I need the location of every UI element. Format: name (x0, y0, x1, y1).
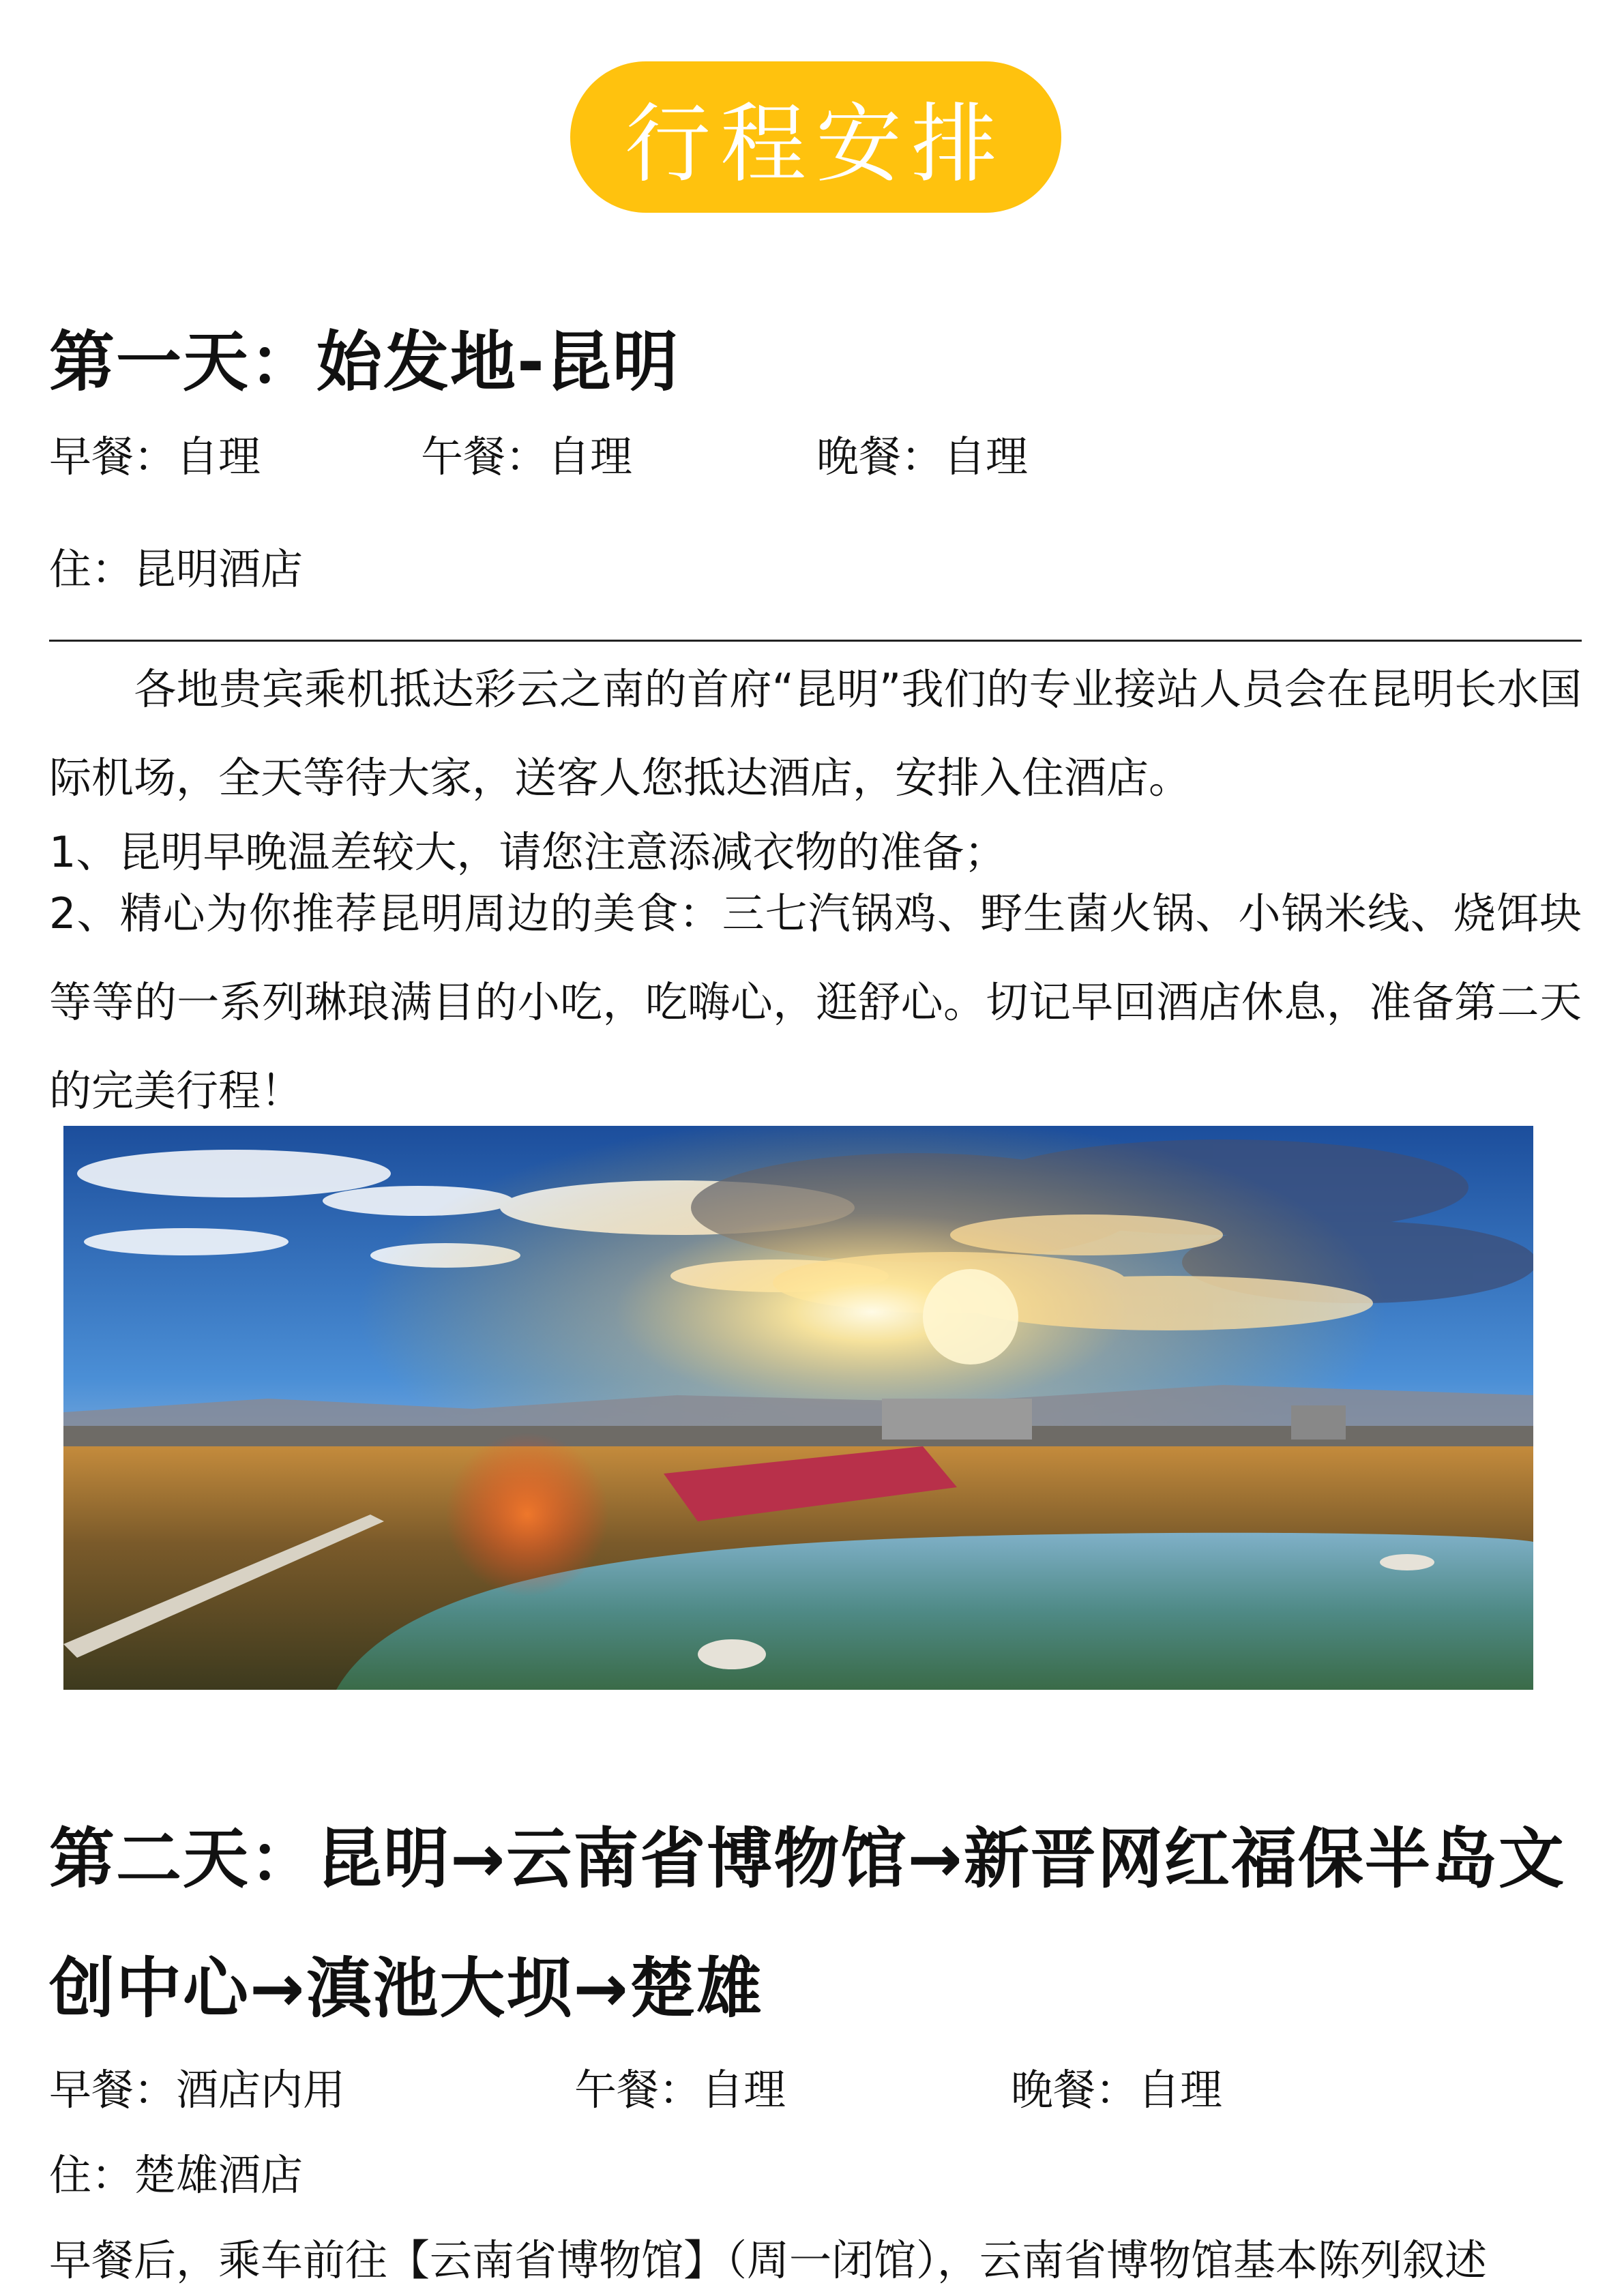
day2-lunch: 午餐：自理 (574, 2065, 786, 2115)
day1-paragraph-text: 各地贵宾乘机抵达彩云之南的首府“昆明”我们的专业接站人员会在昆明长水国际机场，全天等待大家，送客人您抵达酒店，安排入住酒店。 (49, 664, 1582, 803)
day1-tip-1: 1、昆明早晚温差较大，请您注意添减衣物的准备； (49, 827, 1007, 877)
day1-tip-2: 2、精心为你推荐昆明周边的美食：三七汽锅鸡、野生菌火锅、小锅米线、烧饵块等等的一系列琳琅满目的小吃，吃嗨心，逛舒心。切记早回酒店休息，准备第二天的完美行程！ (49, 889, 1582, 1116)
day2-dinner: 晚餐：自理 (1011, 2065, 1223, 2115)
day1-title: 第一天：始发地-昆明 (49, 324, 679, 400)
day1-paragraph (49, 645, 1582, 822)
day1-dinner: 晚餐：自理 (816, 432, 1029, 481)
day2-stay: 住：楚雄酒店 (49, 2150, 304, 2200)
day1-meals (49, 423, 1584, 481)
day1-stay: 住：昆明酒店 (49, 544, 304, 594)
day1-lunch: 午餐：自理 (421, 432, 633, 481)
kunming-landscape-photo (63, 1126, 1533, 1690)
day2-breakfast: 早餐：酒店内用 (49, 2065, 346, 2115)
divider (49, 640, 1582, 642)
day2-title-line1: 第二天：昆明→云南省博物馆→新晋网红福保半岛文 (49, 1821, 1565, 1897)
page-title: 行程安排 (625, 93, 1007, 194)
page-title-badge (570, 61, 1061, 213)
day2-meals (49, 2056, 1584, 2115)
day2-title-line2: 创中心→滇池大坝→楚雄 (49, 1950, 763, 2027)
day1-breakfast: 早餐：自理 (49, 432, 261, 481)
day2-intro: 早餐后，乘车前往【云南省博物馆】（周一闭馆），云南省博物馆基本陈列叙述 (49, 2235, 1488, 2285)
